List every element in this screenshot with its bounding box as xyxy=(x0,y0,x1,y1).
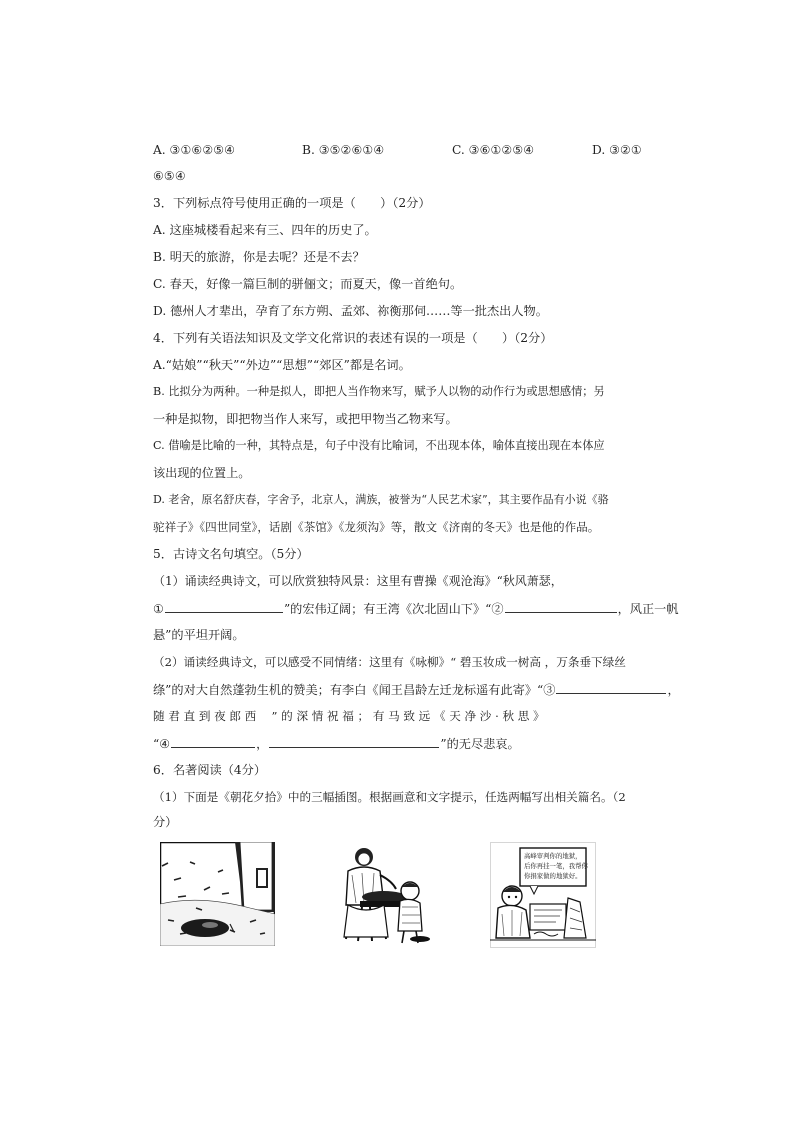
speech-bubble-line2: 后你再挂一笔，我帮你 xyxy=(524,862,588,870)
q5-p2-line2-text: 绦”的对大自然蓬勃生机的赞美；有李白《闻王昌龄左迁龙标遥有此寄》“③ xyxy=(153,683,556,697)
q5-p2-line1: （2）诵读经典诗文，可以感受不同情绪：这里有《咏柳》“ 碧玉妆成一树高 ，万条垂下绿丝 xyxy=(153,655,626,669)
speech-bubble-line3: 你捐家做的地狱好。 xyxy=(524,872,582,880)
q6-p1-line1: （1）下面是《朝花夕拾》中的三幅插图。根据画意和文字提示，任选两幅写出相关篇名。（2 xyxy=(153,790,626,804)
illustration-snow-scene xyxy=(160,842,275,946)
answer-blank-2[interactable] xyxy=(505,600,617,613)
blank-marker-1: ① xyxy=(153,602,164,616)
q5-p2-line4-tail: ”的无尽悲哀。 xyxy=(440,737,520,751)
q5-p2-line3: 随 君 直 到 夜 郎 西 ” 的 深 情 祝 福 ； 有 马 致 远 《 天 净 沙 · 秋 思 》 xyxy=(153,709,545,723)
illustration-boy-with-sign xyxy=(490,842,596,948)
q5-p1-line2-text: ”的宏伟辽阔；有王湾《次北固山下》“② xyxy=(283,602,504,616)
q6-p1-line2: 分） xyxy=(153,815,178,829)
q3-option-a: A. 这座城楼看起来有三、四年的历史了。 xyxy=(153,223,377,237)
answer-blank-4b[interactable] xyxy=(269,735,439,748)
q5-p2-line2-comma: ， xyxy=(667,683,680,697)
blank-marker-4: “④ xyxy=(153,737,171,751)
q5-p2-line4-comma: ， xyxy=(256,737,269,751)
q5-p1-line2-tail: ，风正一帆 xyxy=(617,602,679,616)
illustration-woman-and-child xyxy=(326,845,434,945)
q4-option-c-line2: 该出现的位置上。 xyxy=(153,466,251,480)
q4-option-c-line1: C. 借喻是比喻的一种，其特点是，句子中没有比喻词，不出现本体，喻体直接出现在本体应 xyxy=(153,439,605,452)
q4-option-d-line1: D. 老舍，原名舒庆春，字舍予，北京人，满族，被誉为“人民艺术家”，其主要作品有小说《骆 xyxy=(153,493,609,506)
q5-p2-line2 xyxy=(153,681,680,698)
option-d-continued: ⑥⑤④ xyxy=(153,169,186,183)
q6-stem: 6．名著阅读（4分） xyxy=(153,763,267,777)
answer-blank-1[interactable] xyxy=(165,600,283,613)
speech-bubble-line1: 高峰审判你的地狱， xyxy=(524,852,582,860)
answer-blank-3[interactable] xyxy=(556,681,666,694)
q4-option-b-line1: B. 比拟分为两种。一种是拟人，即把人当作物来写，赋予人以物的动作行为或思想感情；另 xyxy=(153,385,605,398)
q5-p2-line4 xyxy=(153,735,643,752)
q3-stem: 3．下列标点符号使用正确的一项是（ ）（2分） xyxy=(153,196,431,210)
q5-stem: 5．古诗文名句填空。（5分） xyxy=(153,547,309,561)
q5-p1-line2 xyxy=(153,600,679,617)
q5-p1-line1: （1）诵读经典诗文，可以欣赏独特风景：这里有曹操《观沧海》“秋风萧瑟， xyxy=(153,574,563,588)
q5-p1-line3: 悬”的平坦开阔。 xyxy=(153,628,245,642)
answer-blank-4a[interactable] xyxy=(171,735,255,748)
q3-option-d: D. 德州人才辈出，孕育了东方朔、孟郊、祢衡那伺……等一批杰出人物。 xyxy=(153,304,548,318)
q3-option-c: C. 春天，好像一篇巨制的骈俪文；而夏天，像一首绝句。 xyxy=(153,277,463,291)
option-d: D. ③②① xyxy=(592,143,642,157)
q4-option-a: A.“姑娘”“秋天”“外边”“思想”“郊区”都是名词。 xyxy=(153,358,411,372)
q4-stem: 4．下列有关语法知识及文学文化常识的表述有误的一项是（ ）（2分） xyxy=(153,331,553,345)
option-a: A. ③①⑥②⑤④ xyxy=(153,143,236,157)
q4-option-d-line2: 驼祥子》《四世同堂》，话剧《茶馆》《龙须沟》等，散文《济南的冬天》也是他的作品。 xyxy=(153,520,600,534)
q4-option-b-line2: 一种是拟物，即把物当作人来写，或把甲物当乙物来写。 xyxy=(153,412,458,426)
option-c: C. ③⑥①②⑤④ xyxy=(452,143,535,157)
q3-option-b: B. 明天的旅游，你是去呢？还是不去？ xyxy=(153,250,365,264)
option-b: B. ③⑤②⑥①④ xyxy=(302,143,385,157)
